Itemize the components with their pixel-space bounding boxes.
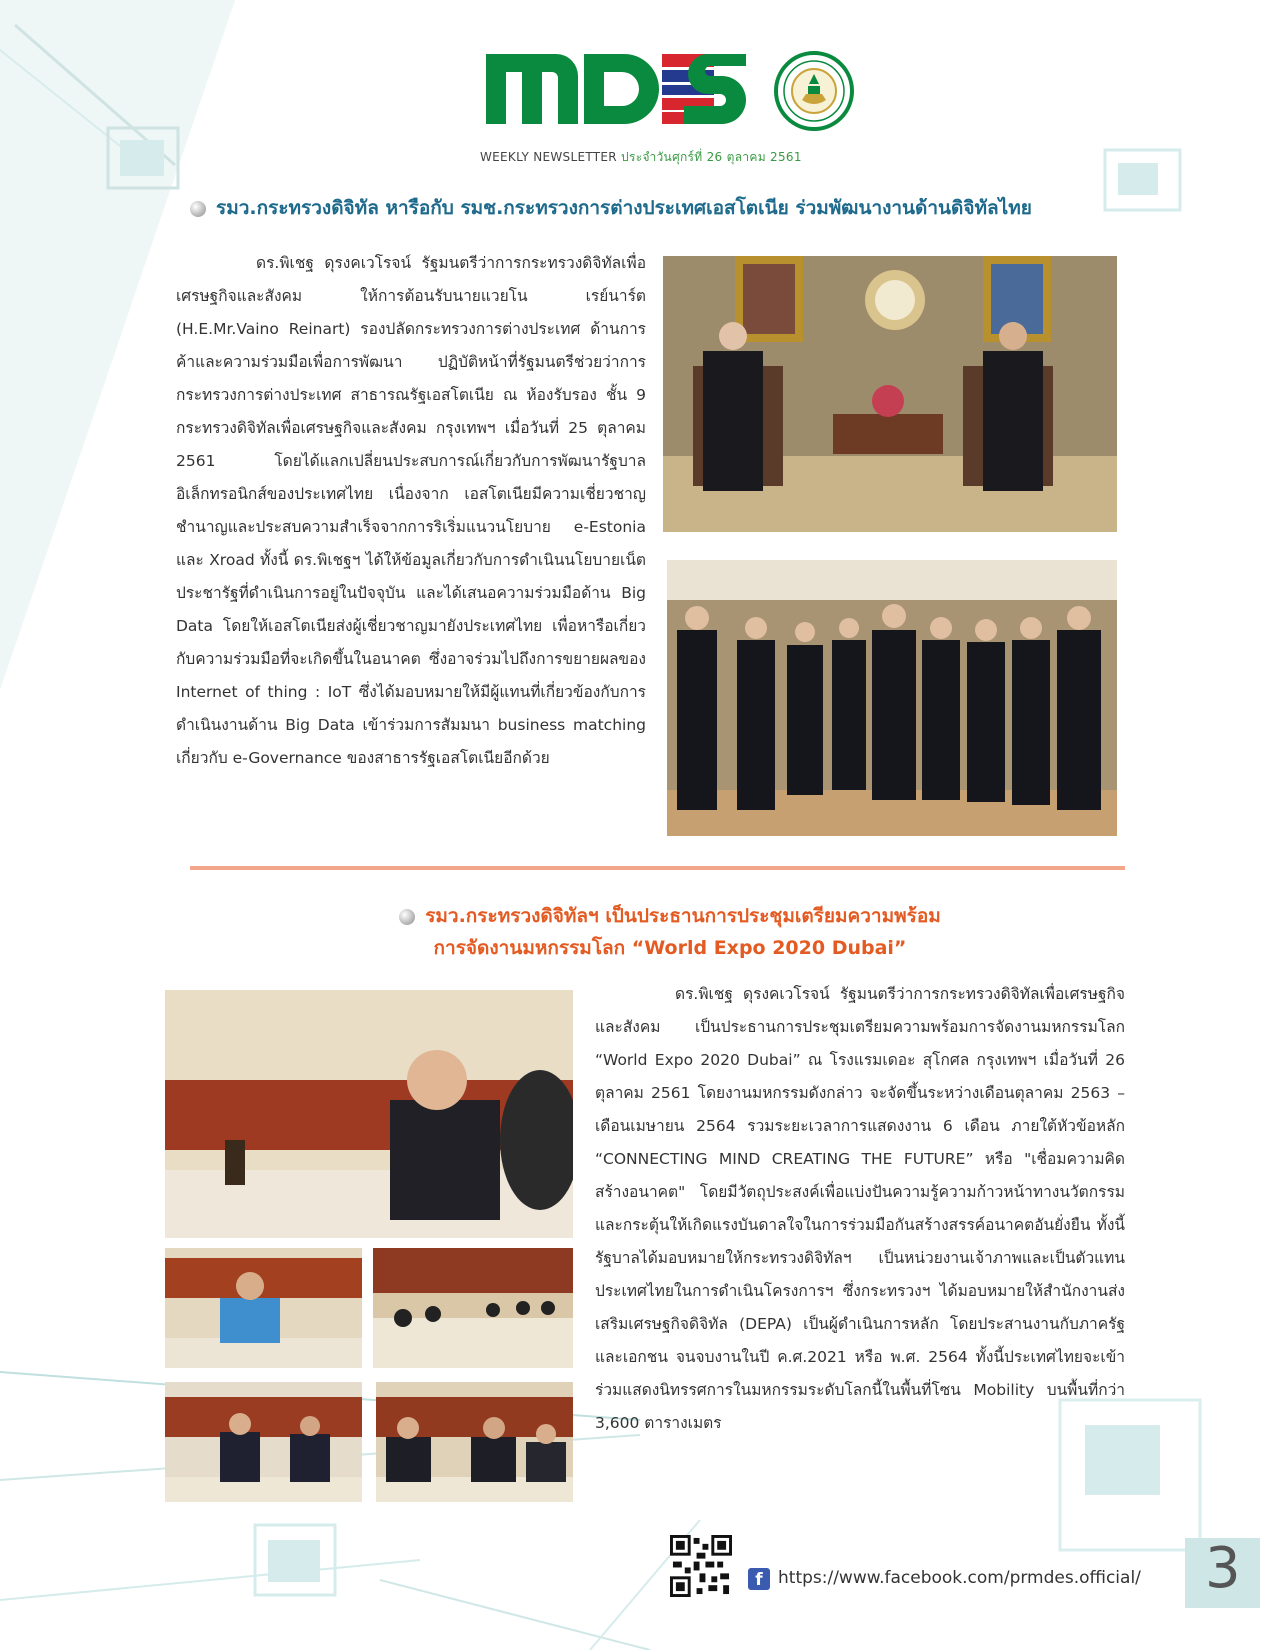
photo-chairman-speaking bbox=[165, 990, 573, 1238]
page-number-box bbox=[1185, 1538, 1260, 1608]
facebook-link[interactable]: https://www.facebook.com/prmdes.official/ bbox=[778, 1568, 1141, 1588]
mdes-logo bbox=[484, 40, 749, 130]
section-divider bbox=[190, 866, 1125, 870]
photo-meeting-room bbox=[373, 1248, 573, 1368]
photo-officials-seated bbox=[376, 1382, 573, 1502]
article2-headline-line1-row bbox=[340, 900, 1000, 932]
qr-code[interactable] bbox=[670, 1535, 732, 1597]
article2-headline-line1: รมว.กระทรวงดิจิทัลฯ เป็นประธานการประชุมเตรียมความพร้อม bbox=[425, 905, 941, 927]
photo-group bbox=[667, 560, 1117, 836]
newsletter-line bbox=[480, 148, 880, 167]
photo-reception-meeting bbox=[663, 256, 1117, 532]
article2-headline-line2: การจัดงานมหกรรมโลก “World Expo 2020 Dubai” bbox=[433, 937, 907, 959]
article2-headline bbox=[340, 900, 1000, 964]
article1-headline-row bbox=[190, 193, 1150, 223]
article2-body: ดร.พิเชฐ ดุรงคเวโรจน์ รัฐมนตรีว่าการกระทรวงดิจิทัลเพื่อเศรษฐกิจและสังคม เป็นประธานการประชุมเตรียมความพร้อมการจัดงานมหกรรมโลก “World Expo 2020 Dubai” ณ โรงแรมเดอะ สุโกศล กรุงเทพฯ เมื่อวันที่ 26 ตุลาคม 2561 โดยงานมหกรรมดังกล่าว จะจัดขึ้นระหว่างเดือนตุลาคม 2563 – เดือนเมษายน 2564 รวมระยะเวลาการแสดงงาน 6 เดือน ภายใต้หัวข้อหลัก “CONNECTING MIND CREATING THE FUTURE” หรือ "เชื่อมความคิด สร้างอนาคต" โดยมีวัตถุประสงค์เพื่อแบ่งปันความรู้ความก้าวหน้าทางนวัตกรรมและกระตุ้นให้เกิดแรงบันดาลใจในการร่วมมือกันสร้างสรรค์อนาคตอันยั่งยืน ทั้งนี้ รัฐบาลได้มอบหมายให้กระทรวงดิจิทัลฯ เป็นหน่วยงานเจ้าภาพและเป็นตัวแทนประเทศไทยในการดำเนินโครงการฯ ซึ่งกระทรวงฯ ได้มอบหมายให้สำนักงานส่งเสริมเศรษฐกิจดิจิทัล (DEPA) เป็นผู้ดำเนินการหลัก โดยประสานงานกับภาครัฐและเอกชน จนจบงานในปี ค.ศ.2021 หรือ พ.ศ. 2564 ทั้งนี้ประเทศไทยจะเข้าร่วมแสดงนิทรรศการในมหกรรมระดับโลกนี้ในพื้นที่โซน Mobility บนพื้นที่กว่า 3,600 ตารางเมตร bbox=[595, 985, 1125, 1432]
facebook-icon[interactable]: f bbox=[748, 1568, 770, 1590]
newsletter-label: WEEKLY NEWSLETTER bbox=[480, 150, 617, 164]
bullet-icon bbox=[190, 201, 206, 217]
article1-body: ดร.พิเชฐ ดุรงคเวโรจน์ รัฐมนตรีว่าการกระทรวงดิจิทัลเพื่อเศรษฐกิจและสังคม ให้การต้อนรับนายแวยโน เรย์นาร์ต (H.E.Mr.Vaino Reinart) รองปลัดกระทรวงการต่างประเทศ ด้านการค้าและความร่วมมือเพื่อการพัฒนา ปฏิบัติหน้าที่รัฐมนตรีช่วยว่าการกระทรวงการต่างประเทศ สาธารณรัฐเอสโตเนีย ณ ห้องรับรอง ชั้น 9 กระทรวงดิจิทัลเพื่อเศรษฐกิจและสังคม กรุงเทพฯ เมื่อวันที่ 25 ตุลาคม 2561 โดยได้แลกเปลี่ยนประสบการณ์เกี่ยวกับการพัฒนารัฐบาลอิเล็กทรอนิกส์ของประเทศไทย เนื่องจาก เอสโตเนียมีความเชี่ยวชาญชำนาญและประสบความสำเร็จจากการริเริ่มแนวนโยบาย e-Estonia และ Xroad ทั้งนี้ ดร.พิเชฐฯ ได้ให้ข้อมูลเกี่ยวกับการดำเนินนโยบายเน็ตประชารัฐที่ดำเนินการอยู่ในปัจจุบัน และได้เสนอความร่วมมือด้าน Big Data โดยให้เอสโตเนียส่งผู้เชี่ยวชาญมายังประเทศไทย เพื่อหารือเกี่ยวกับความร่วมมือที่จะเกิดขึ้นในอนาคต ซึ่งอาจร่วมไปถึงการขยายผลของ Internet of thing : IoT ซึ่งได้มอบหมายให้มีผู้แทนที่เกี่ยวข้องกับการดำเนินงานด้าน Big Data เข้าร่วมการสัมมนา business matching เกี่ยวกับ e-Governance ของสาธารรัฐเอสโตเนียอีกด้วย bbox=[176, 254, 646, 767]
photo-table-participants bbox=[165, 1382, 362, 1502]
bullet-icon bbox=[399, 909, 415, 925]
ministry-seal bbox=[770, 50, 858, 132]
page-number: 3 bbox=[1205, 1536, 1241, 1601]
photo-speaker-blue bbox=[165, 1248, 362, 1368]
article1-headline: รมว.กระทรวงดิจิทัล หารือกับ รมช.กระทรวงการต่างประเทศเอสโตเนีย ร่วมพัฒนางานด้านดิจิทัลไทย bbox=[216, 197, 1032, 219]
issue-date: ประจำวันศุกร์ที่ 26 ตุลาคม 2561 bbox=[621, 150, 802, 164]
